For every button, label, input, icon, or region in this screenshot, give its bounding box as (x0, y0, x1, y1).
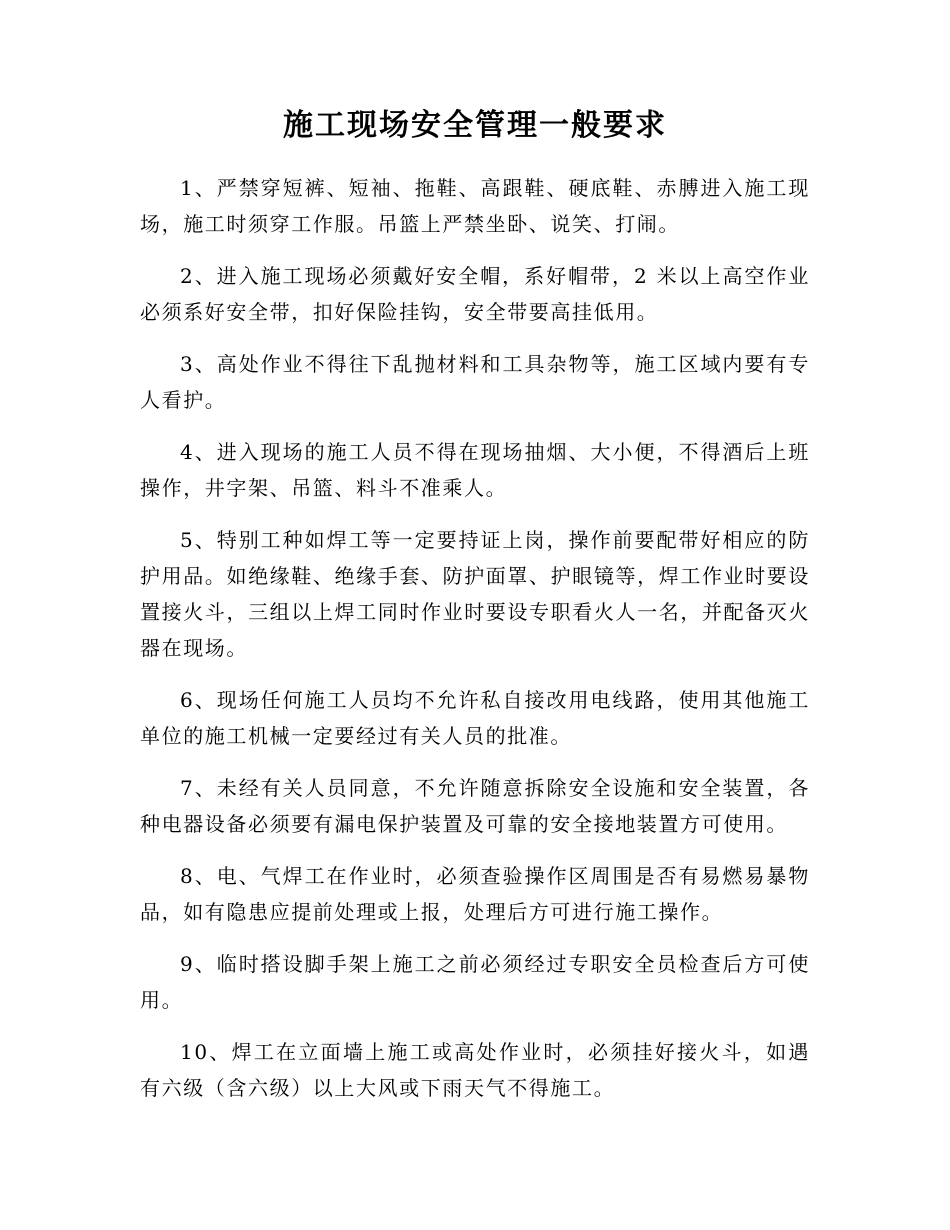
rule-item-8: 8、电、气焊工在作业时，必须查验操作区周围是否有易燃易暴物品，如有隐患应提前处理或上报，处理后方可进行施工操作。 (140, 864, 810, 924)
page-title: 施工现场安全管理一般要求 (283, 108, 667, 143)
rule-item-3: 3、高处作业不得往下乱抛材料和工具杂物等，施工区域内要有专人看护。 (140, 352, 810, 412)
rule-item-10: 10、焊工在立面墙上施工或高处作业时，必须挂好接火斗，如遇有六级（含六级）以上大风或下雨天气不得施工。 (140, 1040, 810, 1100)
rule-item-7: 7、未经有关人员同意，不允许随意拆除安全设施和安全装置，各种电器设备必须要有漏电保护装置及可靠的安全接地装置方可使用。 (140, 776, 810, 836)
rule-item-1: 1、严禁穿短裤、短袖、拖鞋、高跟鞋、硬底鞋、赤膊进入施工现场，施工时须穿工作服。吊篮上严禁坐卧、说笑、打闹。 (140, 176, 810, 236)
rule-item-6: 6、现场任何施工人员均不允许私自接改用电线路，使用其他施工单位的施工机械一定要经过有关人员的批准。 (140, 688, 810, 748)
rule-item-5: 5、特别工种如焊工等一定要持证上岗，操作前要配带好相应的防护用品。如绝缘鞋、绝缘手套、防护面罩、护眼镜等，焊工作业时要设置接火斗，三组以上焊工同时作业时要设专职看火人一名，并配备灭火器在现场。 (140, 528, 810, 660)
rule-item-4: 4、进入现场的施工人员不得在现场抽烟、大小便，不得酒后上班操作，井字架、吊篮、料斗不准乘人。 (140, 440, 810, 500)
rule-item-2: 2、进入施工现场必须戴好安全帽，系好帽带，2 米以上高空作业必须系好安全带，扣好保险挂钩，安全带要高挂低用。 (140, 264, 810, 324)
rule-item-9: 9、临时搭设脚手架上施工之前必须经过专职安全员检查后方可使用。 (140, 952, 810, 1012)
